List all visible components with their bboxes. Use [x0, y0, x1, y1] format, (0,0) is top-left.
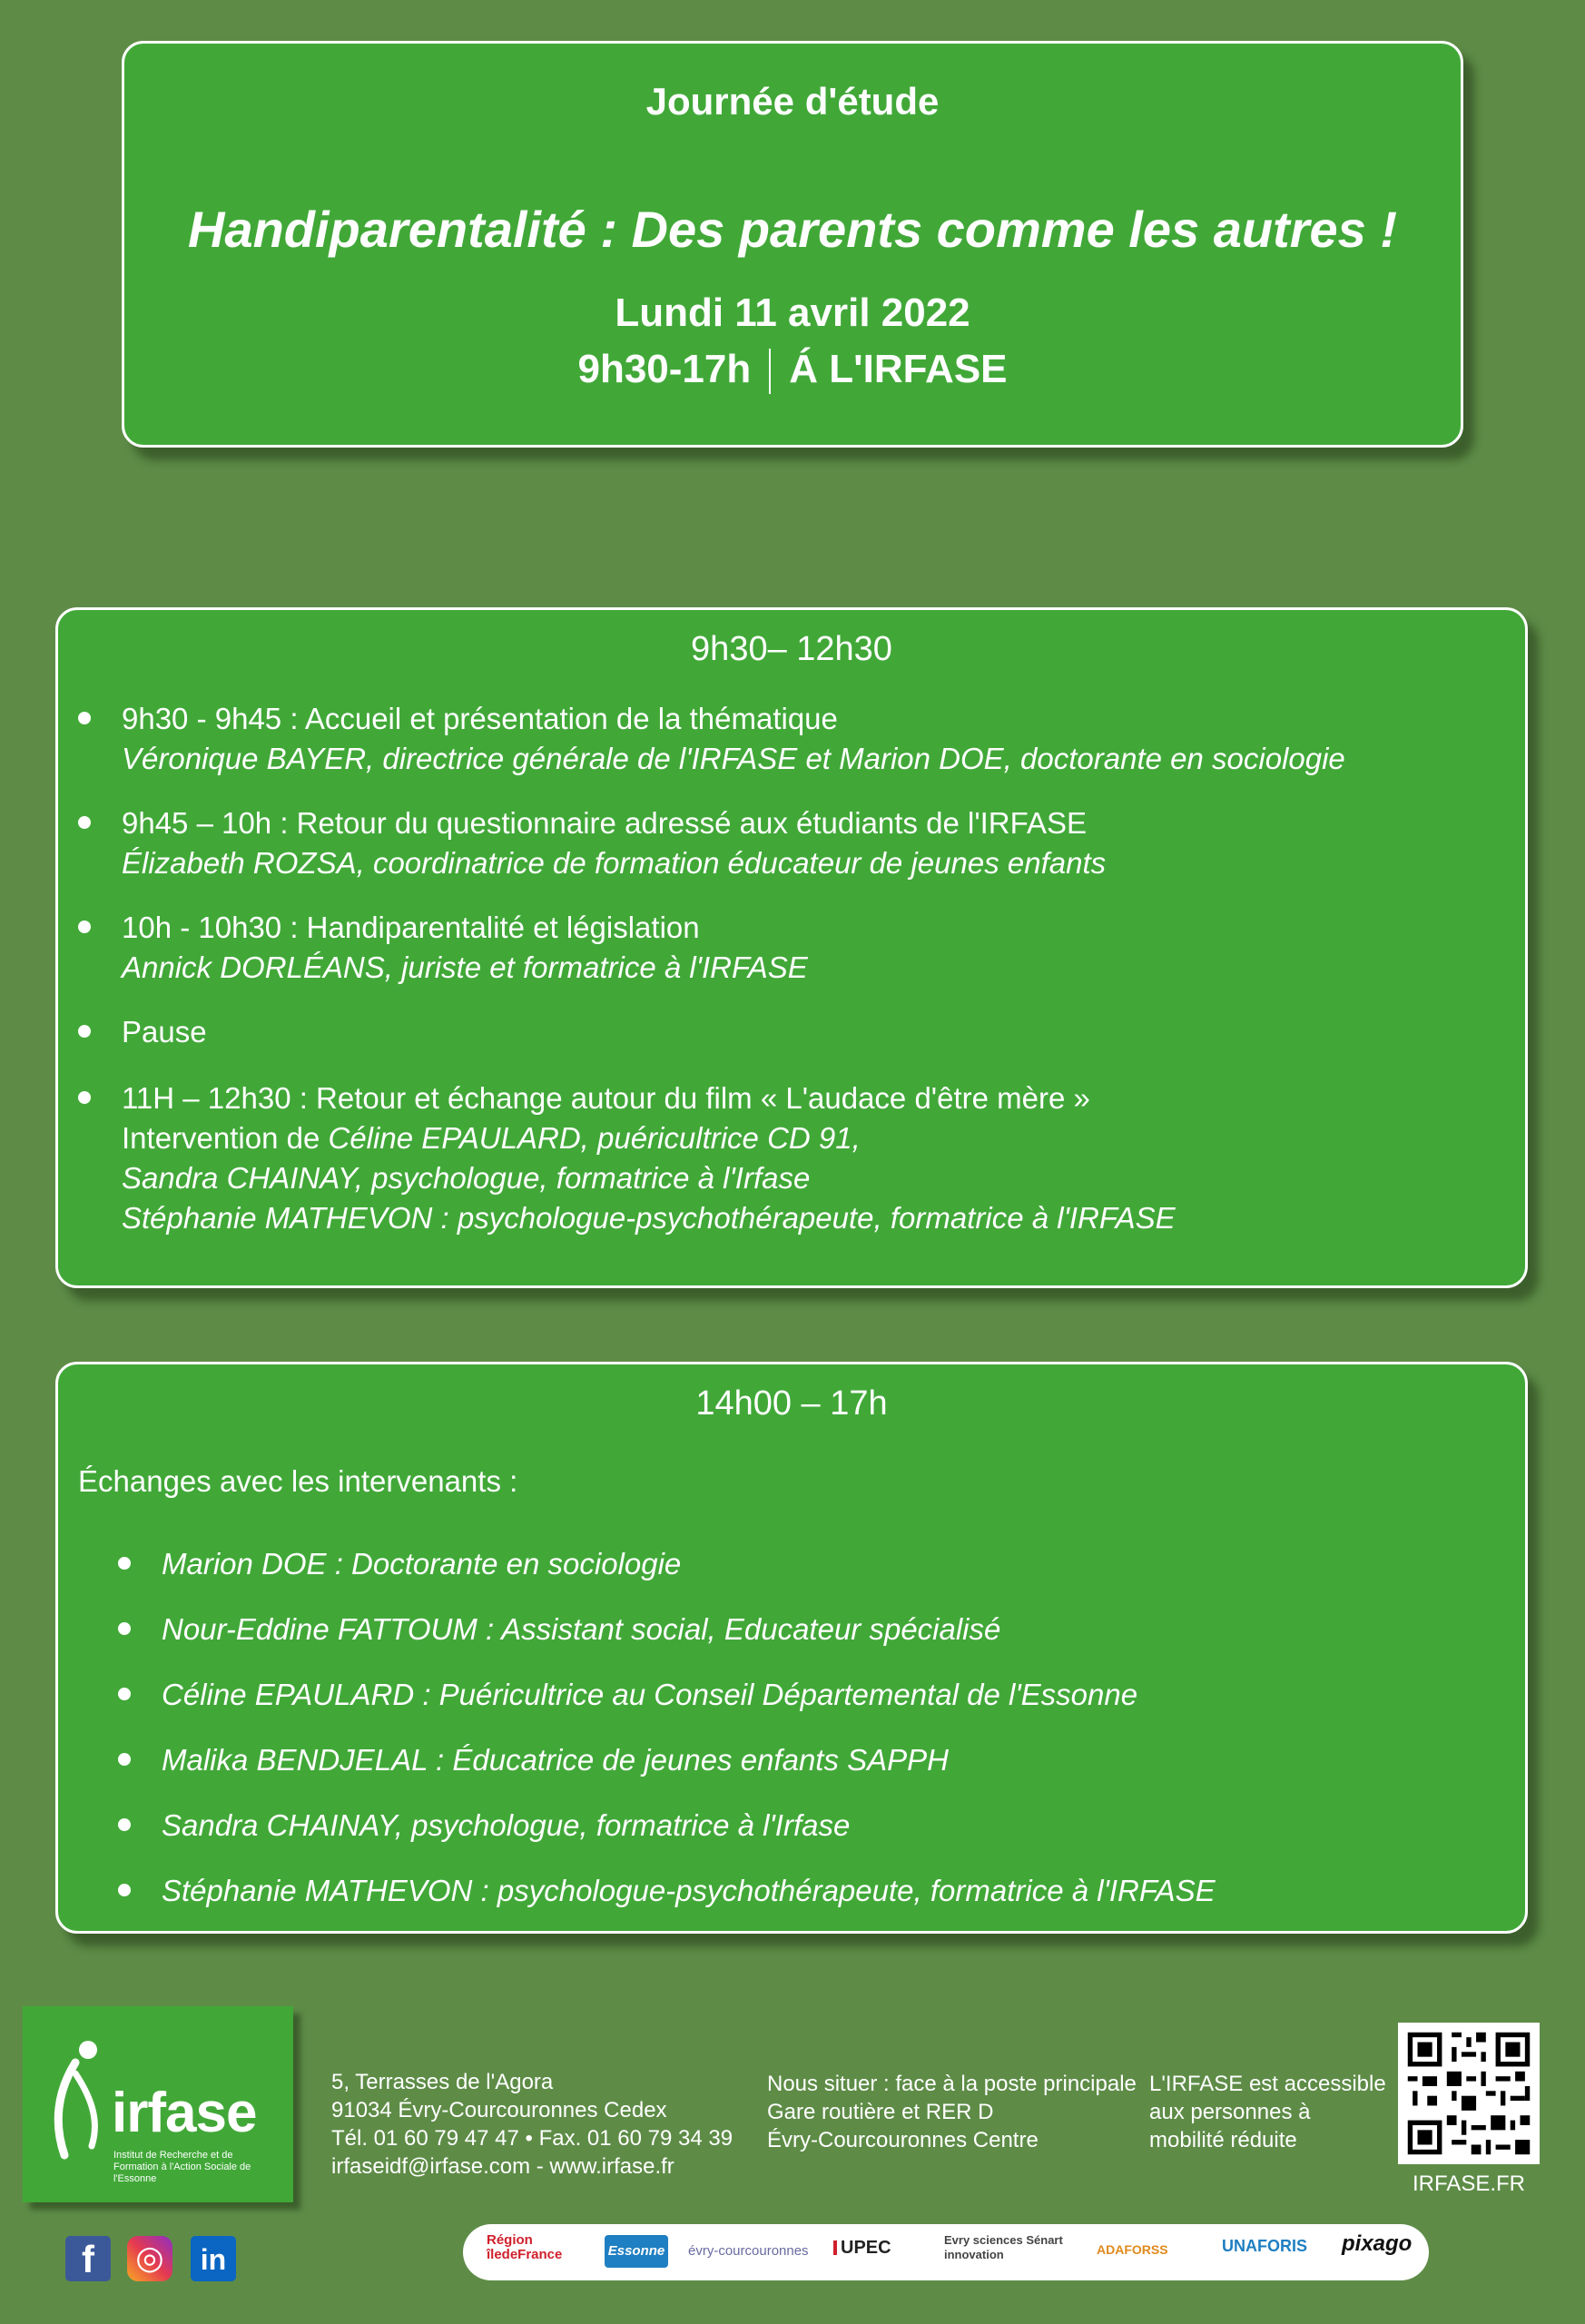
bullet-icon [118, 1818, 131, 1831]
bullet-icon [118, 1753, 131, 1766]
speaker-item [162, 1610, 1000, 1649]
location-line: Nous situer : face à la poste principale [767, 2072, 1137, 2096]
partner-unaforis-logo: UNAFORIS [1222, 2237, 1307, 2255]
bullet-icon [78, 921, 91, 933]
partner-logos-strip [463, 2224, 1429, 2280]
logo-subtitle: Institut de Recherche et de Formation à l'Action Sociale de l'Essonne [113, 2150, 251, 2184]
afternoon-heading: 14h00 – 17h [695, 1384, 888, 1423]
afternoon-intro: Échanges avec les intervenants : [78, 1464, 518, 1498]
bullet-icon [78, 1025, 91, 1038]
qr-label: IRFASE.FR [1412, 2171, 1526, 2196]
speaker-text: Stéphanie MATHEVON : psychologue-psychothérapeute, formatrice à l'IRFASE [162, 1874, 1216, 1907]
session-title: 10h - 10h30 : Handiparentalité et législation [122, 911, 700, 944]
session-title: 11H – 12h30 : Retour et échange autour du film « L'audace d'être mère » [122, 1081, 1090, 1115]
instagram-icon[interactable] [127, 2236, 172, 2281]
speaker-item [162, 1675, 1137, 1715]
session-speakers: Élizabeth ROZSA, coordinatrice de formation éducateur de jeunes enfants [122, 846, 1107, 880]
morning-session-2 [122, 803, 1106, 883]
person-figure-icon [48, 2037, 112, 2164]
logo-wordmark: irfase [112, 2082, 257, 2144]
instagram-glyph: ◎ [135, 2239, 164, 2276]
speaker-name: Céline EPAULARD, puéricultrice CD 91, [328, 1121, 861, 1155]
session-speakers-line [122, 1118, 1176, 1158]
afternoon-program-panel [55, 1362, 1528, 1934]
facebook-glyph: f [82, 2238, 94, 2280]
bullet-icon [118, 1557, 131, 1570]
accessibility-line: mobilité réduite [1149, 2128, 1297, 2152]
bullet-icon [78, 816, 91, 829]
speaker-item [162, 1544, 681, 1584]
partner-essonne-logo: Essonne [605, 2235, 668, 2268]
bullet-icon [118, 1688, 131, 1700]
location-info [767, 2070, 1137, 2154]
event-header-panel [122, 41, 1463, 448]
speaker-text: Malika BENDJELAL : Éducatrice de jeunes enfants SAPPH [162, 1743, 950, 1777]
bullet-icon [118, 1884, 131, 1896]
accessibility-info [1149, 2070, 1386, 2154]
session-title: Pause [122, 1015, 207, 1049]
morning-session-pause [122, 1012, 207, 1052]
session-title: 9h45 – 10h : Retour du questionnaire adressé aux étudiants de l'IRFASE [122, 806, 1087, 840]
morning-session-5 [122, 1078, 1176, 1238]
partner-evry-sciences-logo: Evry sciences Sénart innovation [944, 2233, 1063, 2261]
speaker-text: Sandra CHAINAY, psychologue, formatrice à l'Irfase [162, 1808, 851, 1842]
speaker-item [162, 1806, 850, 1846]
speaker-name: Sandra CHAINAY, psychologue, formatrice à l'Irfase [122, 1161, 811, 1195]
speaker-item [162, 1740, 949, 1780]
qr-code-icon [1398, 2023, 1540, 2164]
bullet-icon [78, 712, 91, 724]
event-time-place [124, 347, 1461, 394]
address-line: 91034 Évry-Courcouronnes Cedex [331, 2098, 667, 2122]
morning-session-3 [122, 908, 808, 988]
location-line: Évry-Courcouronnes Centre [767, 2128, 1039, 2152]
partner-adaforss-logo: ADAFORSS [1097, 2242, 1168, 2257]
partner-region-idf-logo: Région îledeFrance [487, 2232, 563, 2262]
event-title: Handiparentalité : Des parents comme les autres ! [188, 201, 1397, 258]
location-line: Gare routière et RER D [767, 2100, 994, 2124]
qr-code[interactable] [1398, 2023, 1540, 2164]
partner-pixago-logo: pixago [1342, 2231, 1413, 2256]
event-type: Journée d'étude [645, 80, 940, 123]
morning-heading: 9h30– 12h30 [691, 630, 892, 668]
bullet-icon [118, 1622, 131, 1635]
irfase-logo[interactable] [23, 2006, 293, 2202]
partner-evry-courcouronnes-logo: évry-courcouronnes [688, 2243, 809, 2259]
facebook-icon[interactable] [65, 2236, 111, 2281]
divider [769, 349, 771, 394]
linkedin-glyph: in [200, 2243, 227, 2276]
morning-program-panel [55, 607, 1528, 1288]
bullet-icon [78, 1091, 91, 1104]
session-title: 9h30 - 9h45 : Accueil et présentation de la thématique [122, 702, 838, 735]
accessibility-line: L'IRFASE est accessible [1149, 2072, 1386, 2096]
phone-fax: Tél. 01 60 79 47 47 • Fax. 01 60 79 34 39 [331, 2126, 733, 2151]
event-place: Á L'IRFASE [789, 347, 1008, 391]
event-date: Lundi 11 avril 2022 [615, 290, 970, 335]
intervention-label: Intervention de [122, 1121, 329, 1155]
speaker-text: Nour-Eddine FATTOUM : Assistant social, Educateur spécialisé [162, 1612, 1001, 1646]
partner-upec-logo: UPEC [833, 2240, 891, 2255]
email-website-link[interactable]: irfaseidf@irfase.com - www.irfase.fr [331, 2154, 674, 2179]
speaker-text: Céline EPAULARD : Puéricultrice au Conseil Départemental de l'Essonne [162, 1678, 1138, 1711]
address-block [331, 2068, 733, 2181]
speaker-text: Marion DOE : Doctorante en sociologie [162, 1547, 682, 1581]
address-line: 5, Terrasses de l'Agora [331, 2070, 554, 2094]
session-speakers: Véronique BAYER, directrice générale de l'IRFASE et Marion DOE, doctorante en sociologie [122, 742, 1345, 775]
accessibility-line: aux personnes à [1149, 2100, 1311, 2124]
session-speakers: Annick DORLÉANS, juriste et formatrice à l'IRFASE [122, 950, 808, 984]
morning-session-1 [122, 699, 1345, 779]
speaker-name: Stéphanie MATHEVON : psychologue-psychothérapeute, formatrice à l'IRFASE [122, 1201, 1176, 1235]
speaker-item [162, 1871, 1216, 1911]
event-hours: 9h30-17h [577, 347, 752, 391]
linkedin-icon[interactable] [191, 2236, 236, 2281]
